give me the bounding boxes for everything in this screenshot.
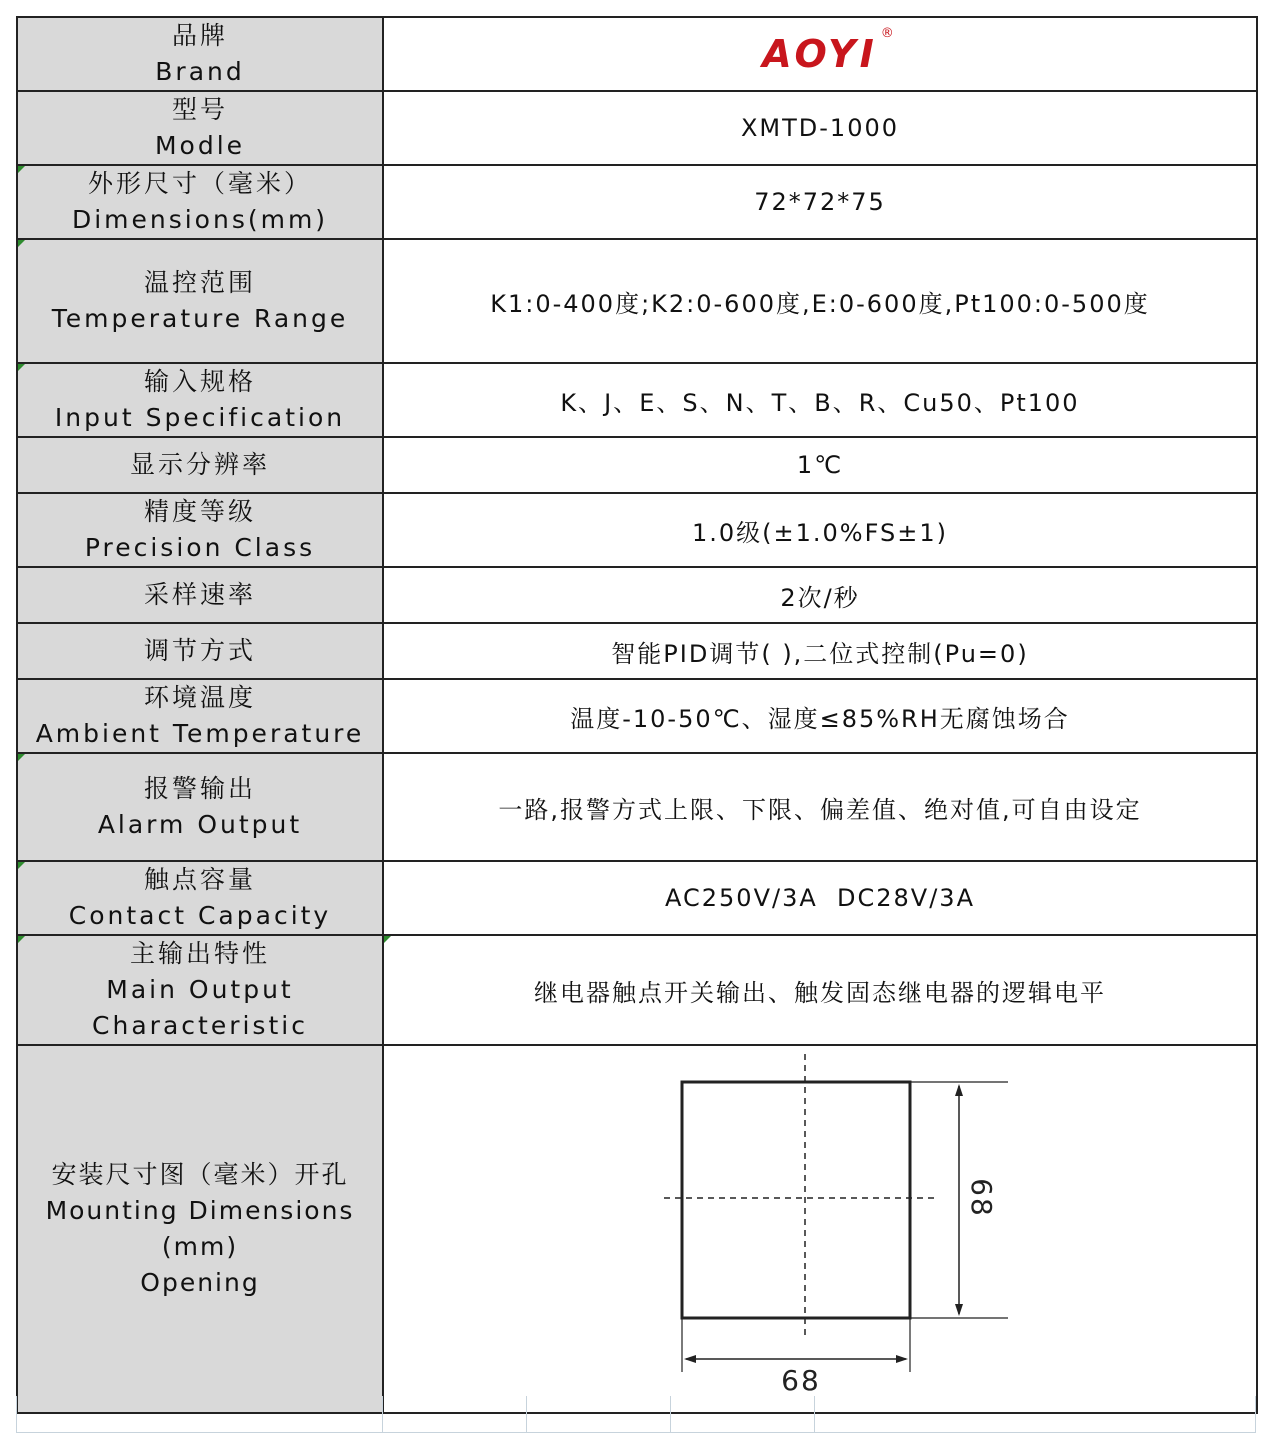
temperature-range-label: 温控范围 Temperature Range — [17, 239, 383, 363]
row-temperature-range — [17, 239, 1257, 363]
row-contact — [17, 861, 1257, 935]
brand-logo-cell — [383, 17, 1257, 91]
comment-marker-icon — [18, 862, 25, 869]
main-output-label: 主输出特性 Main Output Characteristic — [17, 935, 383, 1045]
comment-marker-icon — [18, 936, 25, 943]
ambient-value: 温度-10-50℃、湿度≤85%RH无腐蚀场合 — [383, 679, 1257, 753]
arrow-left-icon — [684, 1355, 696, 1363]
model-label: 型号 Modle — [17, 91, 383, 165]
mounting-label: 安装尺寸图（毫米）开孔 Mounting Dimensions (mm) Opening — [17, 1045, 383, 1413]
row-main-output — [17, 935, 1257, 1045]
registered-mark: ® — [880, 26, 894, 41]
arrow-right-icon — [896, 1355, 908, 1363]
row-alarm — [17, 753, 1257, 861]
model-value: XMTD-1000 — [383, 91, 1257, 165]
row-sampling — [17, 567, 1257, 623]
comment-marker-icon — [18, 754, 25, 761]
contact-label: 触点容量 Contact Capacity — [17, 861, 383, 935]
resolution-label: 显示分辨率 — [17, 437, 383, 493]
comment-marker-icon — [18, 166, 25, 173]
gridline — [670, 1396, 671, 1432]
comment-marker-icon — [18, 240, 25, 247]
row-model — [17, 91, 1257, 165]
contact-value: AC250V/3A DC28V/3A — [383, 861, 1257, 935]
row-regulation — [17, 623, 1257, 679]
main-output-value: 继电器触点开关输出、触发固态继电器的逻辑电平 — [383, 935, 1257, 1045]
arrow-down-icon — [955, 1304, 963, 1316]
precision-value: 1.0级(±1.0%FS±1) — [383, 493, 1257, 567]
regulation-label: 调节方式 — [17, 623, 383, 679]
gridline — [526, 1396, 527, 1432]
width-label: 68 — [781, 1364, 821, 1397]
gridline — [814, 1396, 815, 1432]
row-resolution — [17, 437, 1257, 493]
spec-sheet — [16, 16, 1256, 1414]
row-dimensions — [17, 165, 1257, 239]
row-ambient — [17, 679, 1257, 753]
row-input-spec — [17, 363, 1257, 437]
height-label: 68 — [965, 1178, 998, 1218]
sampling-label: 采样速率 — [17, 567, 383, 623]
dimensions-value: 72*72*75 — [383, 165, 1257, 239]
arrow-up-icon — [955, 1084, 963, 1096]
mounting-diagram-cell — [383, 1045, 1257, 1413]
regulation-value: 智能PID调节( ),二位式控制(Pu=0) — [383, 623, 1257, 679]
dimensions-label: 外形尺寸（毫米） Dimensions(mm) — [17, 165, 383, 239]
ambient-label: 环境温度 Ambient Temperature — [17, 679, 383, 753]
input-spec-label: 输入规格 Input Specification — [17, 363, 383, 437]
brand-label: 品牌 Brand — [17, 17, 383, 91]
sampling-value: 2次/秒 — [383, 567, 1257, 623]
resolution-value: 1℃ — [383, 437, 1257, 493]
empty-row-border — [16, 1396, 1256, 1433]
spreadsheet-empty-row — [16, 1396, 1256, 1432]
aoyi-logo: AOYI ® — [762, 26, 894, 76]
cutout-square — [682, 1082, 910, 1318]
mounting-cutout-diagram — [384, 1046, 1256, 1412]
row-mounting — [17, 1045, 1257, 1413]
comment-marker-icon — [18, 364, 25, 371]
precision-label: 精度等级 Precision Class — [17, 493, 383, 567]
alarm-label: 报警输出 Alarm Output — [17, 753, 383, 861]
spec-table — [16, 16, 1258, 1414]
row-precision — [17, 493, 1257, 567]
gridline — [382, 1396, 383, 1432]
temperature-range-value: K1:0-400度;K2:0-600度,E:0-600度,Pt100:0-500度 — [383, 239, 1257, 363]
row-brand — [17, 17, 1257, 91]
input-spec-value: K、J、E、S、N、T、B、R、Cu50、Pt100 — [383, 363, 1257, 437]
alarm-value: 一路,报警方式上限、下限、偏差值、绝对值,可自由设定 — [383, 753, 1257, 861]
comment-marker-icon — [384, 936, 391, 943]
